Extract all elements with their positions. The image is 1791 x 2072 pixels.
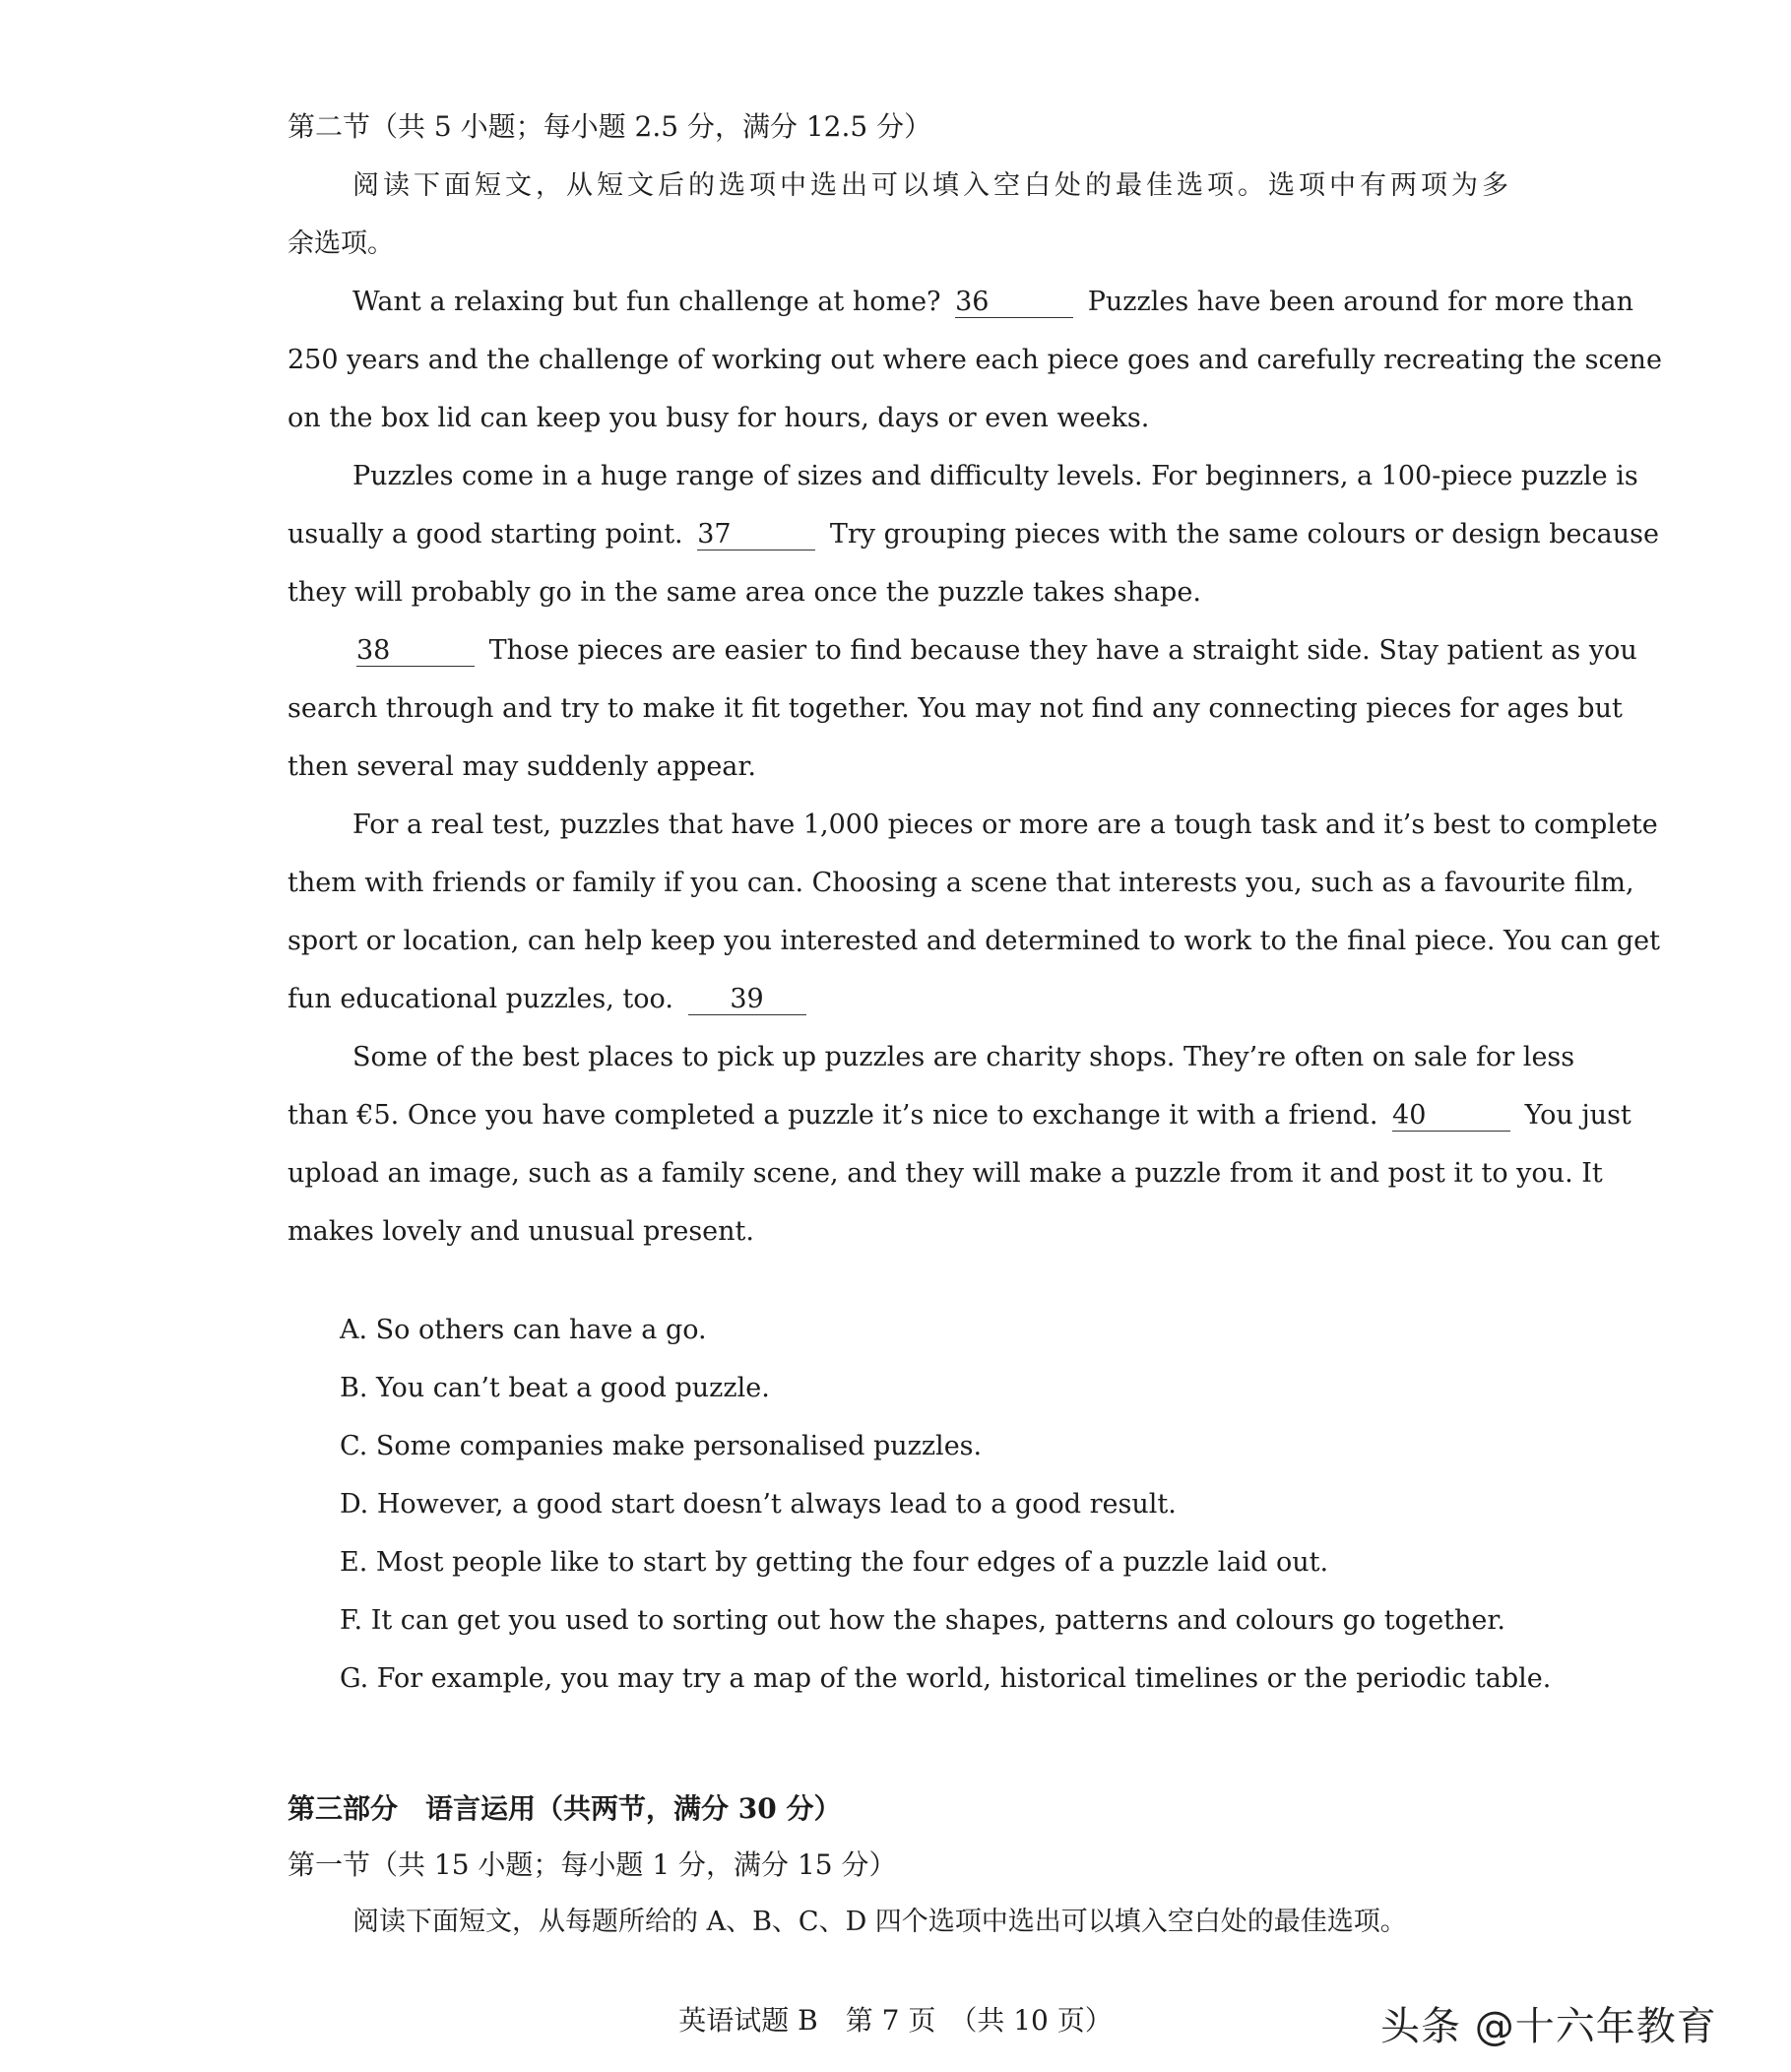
passage-p3-line1 [356,631,1637,671]
passage-p1-line1 [352,283,1633,322]
passage-text: Want a relaxing but fun challenge at home? [352,287,941,317]
passage-p4-line3: sport or location, can help keep you interested and determined to work to the final piece. You can get [288,926,1660,956]
passage-text: fun educational puzzles, too. [288,984,673,1014]
passage-text: usually a good starting point. [288,519,683,550]
blank-38: 38 [356,636,475,667]
blank-40: 40 [1392,1101,1510,1132]
blank-36: 36 [955,288,1073,318]
part3-heading: 第三部分 语言运用（共两节，满分 30 分） [288,1792,842,1825]
part3-section1-heading: 第一节（共 15 小题；每小题 1 分，满分 15 分） [288,1848,897,1881]
section2-instruction-line2: 余选项。 [288,228,394,259]
passage-text: than €5. Once you have completed a puzzle it’s nice to exchange it with a friend. [288,1100,1378,1131]
passage-p1-line2: 250 years and the challenge of working out where each piece goes and carefully recreating the scene [288,345,1662,375]
passage-p2-line3: they will probably go in the same area once the puzzle takes shape. [288,577,1201,608]
passage-p5-line1: Some of the best places to pick up puzzles are charity shops. They’re often on sale for less [352,1042,1575,1072]
blank-39: 39 [688,985,806,1015]
option-a: A. So others can have a go. [340,1315,707,1345]
passage-p2-line2 [288,515,1659,554]
option-g: G. For example, you may try a map of the world, historical timelines or the periodic table. [340,1663,1552,1694]
passage-p5-line3: upload an image, such as a family scene, and they will make a puzzle from it and post it to you. It [288,1158,1603,1189]
watermark: 头条 @十六年教育 [1380,2004,1717,2049]
passage-p4-line4 [288,980,1508,1019]
option-b: B. You can’t beat a good puzzle. [340,1373,770,1403]
option-d: D. However, a good start doesn’t always lead to a good result. [340,1489,1177,1520]
option-c: C. Some companies make personalised puzzles. [340,1431,983,1461]
passage-p4-line1: For a real test, puzzles that have 1,000 pieces or more are a tough task and it’s best to complete [352,809,1658,840]
passage-text: Those pieces are easier to find because they have a straight side. Stay patient as you [488,635,1637,666]
passage-p5-line4: makes lovely and unusual present. [288,1216,754,1247]
passage-text: You just [1524,1100,1631,1131]
blank-37: 37 [697,520,815,550]
passage-text: Puzzles have been around for more than [1087,287,1633,317]
passage-text: Try grouping pieces with the same colours or design because [829,519,1659,550]
option-e: E. Most people like to start by getting the four edges of a puzzle laid out. [340,1547,1329,1578]
passage-p3-line2: search through and try to make it fit together. You may not find any connecting pieces for ages but [288,693,1623,724]
passage-p1-line3: on the box lid can keep you busy for hours, days or even weeks. [288,403,1150,433]
passage-p2-line1: Puzzles come in a huge range of sizes and difficulty levels. For beginners, a 100-piece puzzle is [352,461,1638,491]
section2-instruction-line1: 阅读下面短文，从短文后的选项中选出可以填入空白处的最佳选项。选项中有两项为多 [352,170,1508,201]
passage-p4-line2: them with friends or family if you can. Choosing a scene that interests you, such as a favourite film, [288,868,1634,898]
part3-instruction: 阅读下面短文，从每题所给的 A、B、C、D 四个选项中选出可以填入空白处的最佳选项。 [352,1907,1407,1937]
option-f: F. It can get you used to sorting out how the shapes, patterns and colours go together. [340,1605,1505,1636]
page-footer: 英语试题 B 第 7 页 （共 10 页） [678,2004,1113,2037]
passage-p3-line3: then several may suddenly appear. [288,751,756,782]
section2-heading: 第二节（共 5 小题；每小题 2.5 分，满分 12.5 分） [288,110,932,143]
passage-p5-line2 [288,1096,1631,1135]
